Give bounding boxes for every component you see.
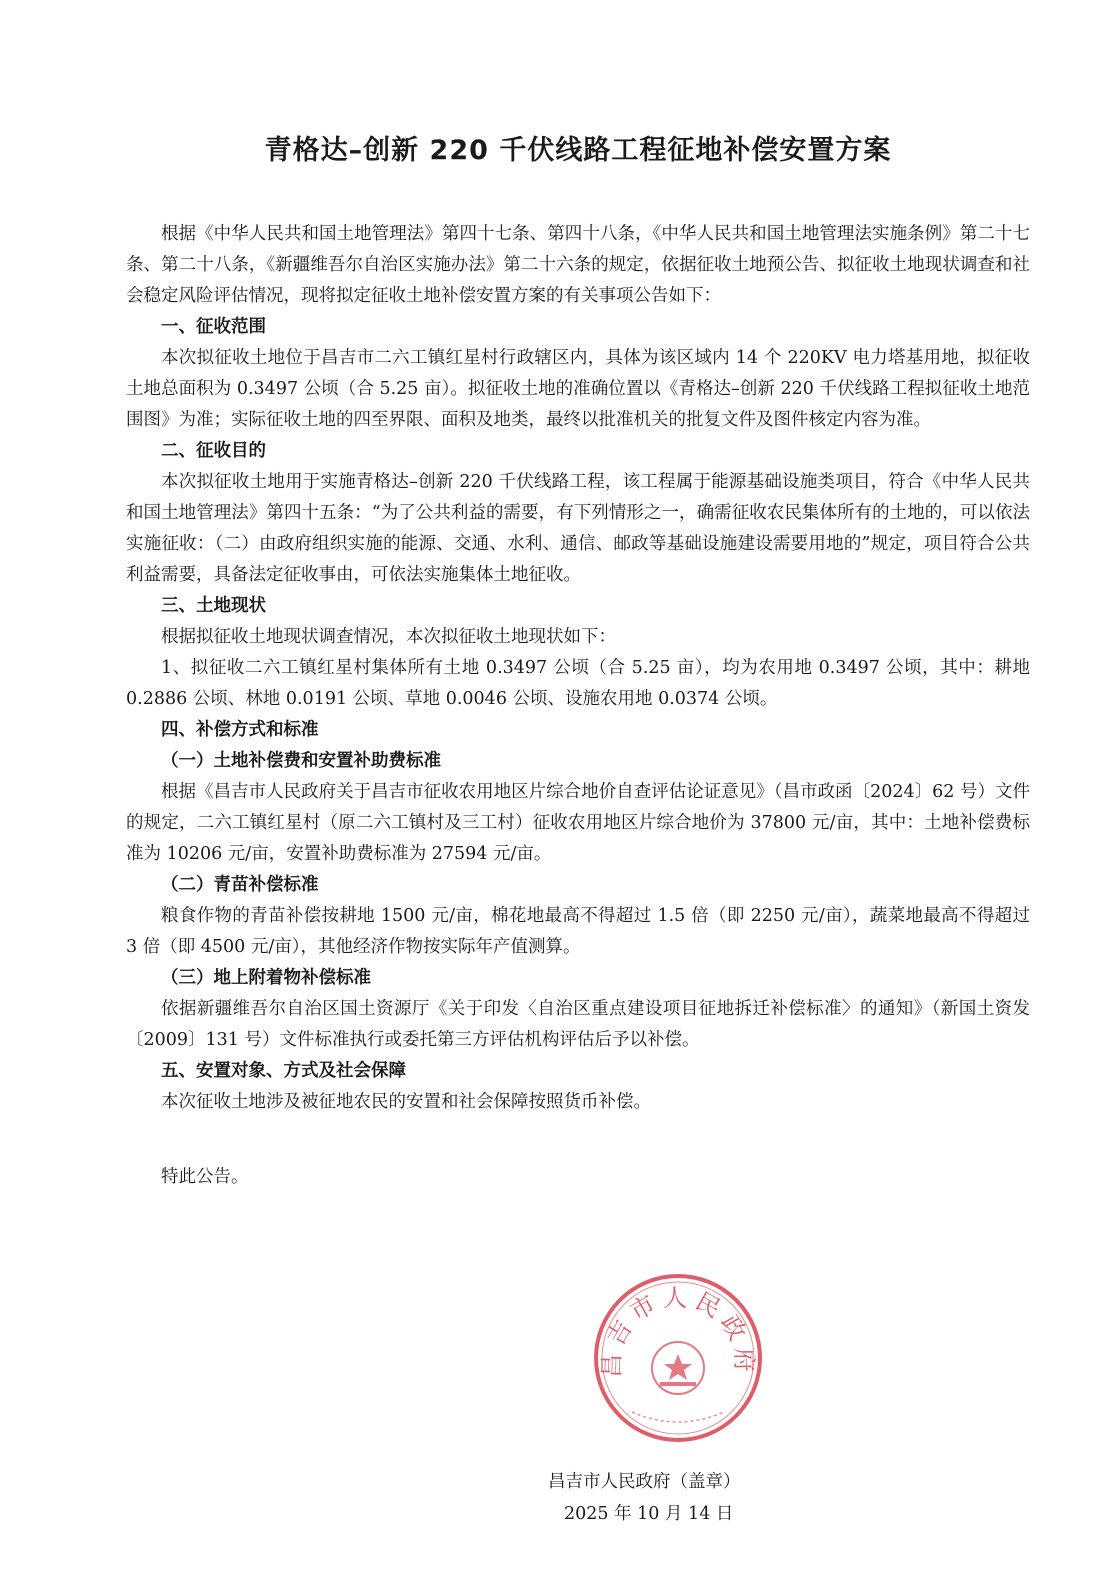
closing-text: 特此公告。 — [161, 1167, 249, 1187]
section-5-heading: 五、安置对象、方式及社会保障 — [161, 1061, 406, 1081]
section-4-sub-1-text: 根据《昌吉市人民政府关于昌吉市征收农用地区片综合地价自查评估论证意见》（昌市政函〔2024〕62 号）文件的规定，二六工镇红星村（原二六工镇村及三工村）征收农用地区片综合地价为 37800 元/亩，其中：土地补偿费标准为 10206 元/亩，安置补助费标准为 27594 元/亩。 — [126, 782, 1030, 864]
document-title: 青格达–创新 220 千伏线路工程征地补偿安置方案 — [264, 135, 892, 166]
section-3-heading: 三、土地现状 — [161, 596, 266, 616]
section-5-text: 本次征收土地涉及被征地农民的安置和社会保障按照货币补偿。 — [161, 1092, 651, 1112]
section-1-heading: 一、征收范围 — [161, 317, 266, 337]
section-1-text: 本次拟征收土地位于昌吉市二六工镇红星村行政辖区内，具体为该区域内 14 个 220KV 电力塔基用地，拟征收土地总面积为 0.3497 公顷（合 5.25 亩）。拟征收土地的准确位置以《青格达–创新 220 千伏线路工程拟征收土地范围图》为准；实际征收土地的四至界限、面积及地类，最终以批准机关的批复文件及图件核定内容为准。 — [126, 348, 1030, 430]
intro-paragraph: 根据《中华人民共和国土地管理法》第四十七条、第四十八条，《中华人民共和国土地管理法实施条例》第二十七条、第二十八条，《新疆维吾尔自治区实施办法》第二十六条的规定，依据征收土地预公告、拟征收土地现状调查和社会稳定风险评估情况，现将拟定征收土地补偿安置方案的有关事项公告如下： — [126, 224, 1030, 306]
section-4-sub-3-heading: （三）地上附着物补偿标准 — [161, 968, 371, 988]
section-3-text-1: 根据拟征收土地现状调查情况，本次拟征收土地现状如下： — [161, 627, 616, 647]
section-4-sub-1-heading: （一）土地补偿费和安置补助费标准 — [161, 751, 441, 771]
section-3-text-2: 1、拟征收二六工镇红星村集体所有土地 0.3497 公顷（合 5.25 亩），均为农用地 0.3497 公顷，其中：耕地 0.2886 公顷、林地 0.0191 公顷、草地 0.0046 公顷、设施农用地 0.0374 公顷。 — [126, 658, 1030, 709]
section-2-heading: 二、征收目的 — [161, 441, 266, 461]
seal-text: 昌吉市人民政府 — [597, 1283, 759, 1379]
signature-block — [548, 1466, 848, 1530]
issuing-organization: 昌吉市人民政府（盖章） — [548, 1472, 741, 1492]
section-2-text: 本次拟征收土地用于实施青格达–创新 220 千伏线路工程，该工程属于能源基础设施类项目，符合《中华人民共和国土地管理法》第四十五条：“为了公共利益的需要，有下列情形之一，确需征收农民集体所有的土地的，可以依法实施征收：（二）由政府组织实施的能源、交通、水利、通信、邮政等基础设施建设需要用地的”规定，项目符合公共利益需要，具备法定征收事由，可依法实施集体土地征收。 — [126, 472, 1030, 585]
section-4-sub-2-heading: （二）青苗补偿标准 — [161, 875, 319, 895]
emblem-icon — [652, 1342, 704, 1394]
official-seal — [592, 1272, 764, 1444]
issue-date: 2025 年 10 月 14 日 — [564, 1504, 734, 1524]
section-4-sub-2-text: 粮食作物的青苗补偿按耕地 1500 元/亩，棉花地最高不得超过 1.5 倍（即 2250 元/亩），蔬菜地最高不得超过 3 倍（即 4500 元/亩），其他经济作物按实际年产值测算。 — [126, 906, 1030, 957]
section-4-heading: 四、补偿方式和标准 — [161, 720, 319, 740]
section-4-sub-3-text: 依据新疆维吾尔自治区国土资源厅《关于印发〈自治区重点建设项目征地拆迁补偿标准〉的通知》（新国土资发〔2009〕131 号）文件标准执行或委托第三方评估机构评估后予以补偿。 — [126, 999, 1030, 1050]
document-body — [126, 128, 1030, 1193]
